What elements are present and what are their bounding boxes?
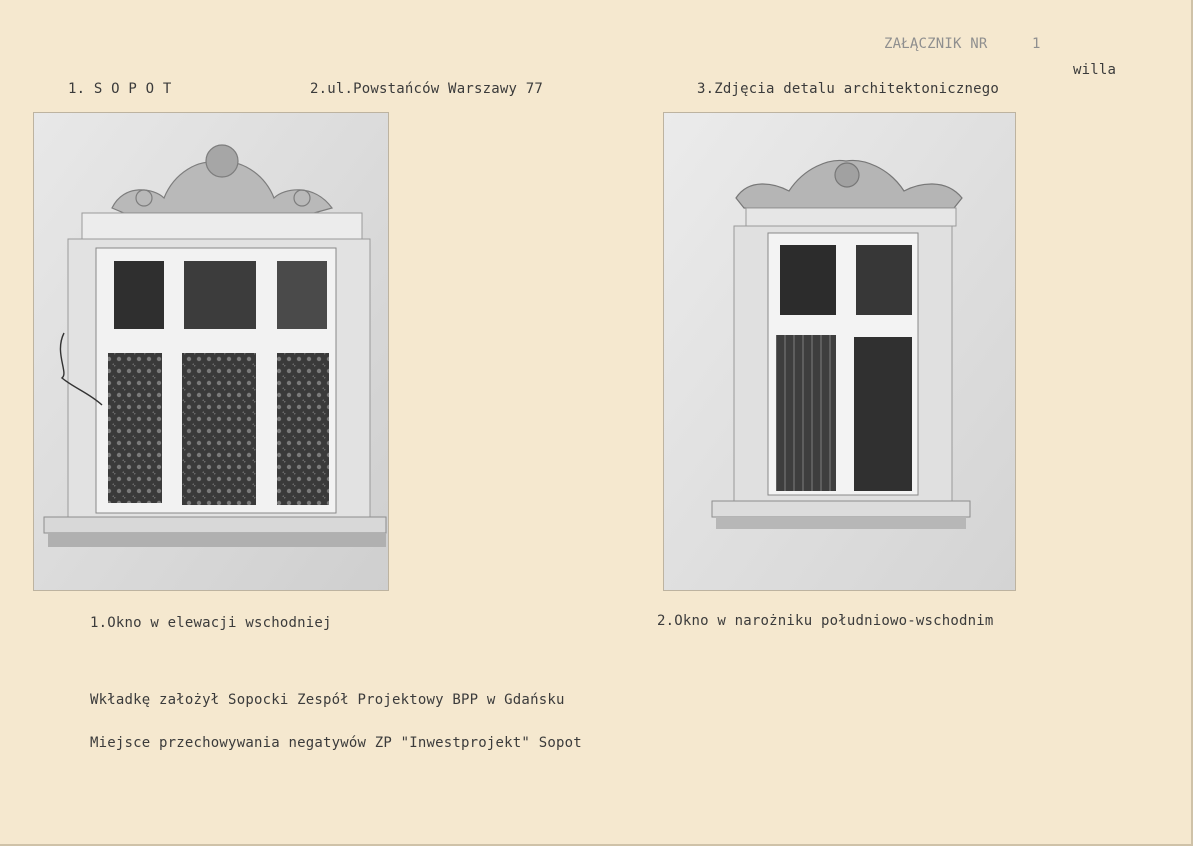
photo-caption-1: 1.Okno w elewacji wschodniej bbox=[90, 615, 332, 631]
field-address: 2.ul.Powstańców Warszawy 77 bbox=[310, 81, 543, 97]
photo-southeast-window bbox=[664, 113, 1015, 590]
footer-author-line: Wkładkę założył Sopocki Zespół Projektowy BPP w Gdańsku bbox=[90, 692, 565, 708]
annex-number: 1 bbox=[1032, 36, 1041, 52]
footer-archive-line: Miejsce przechowywania negatywów ZP "Inwestprojekt" Sopot bbox=[90, 735, 582, 751]
field-town: 1. S O P O T bbox=[68, 81, 172, 97]
annex-label: ZAŁĄCZNIK NR bbox=[884, 36, 988, 52]
field-subject: 3.Zdjęcia detalu architektonicznego bbox=[697, 81, 1000, 97]
photo-east-window bbox=[34, 113, 388, 590]
photo-caption-2: 2.Okno w narożniku południowo-wschodnim bbox=[657, 613, 994, 629]
building-type: willa bbox=[1073, 62, 1117, 78]
